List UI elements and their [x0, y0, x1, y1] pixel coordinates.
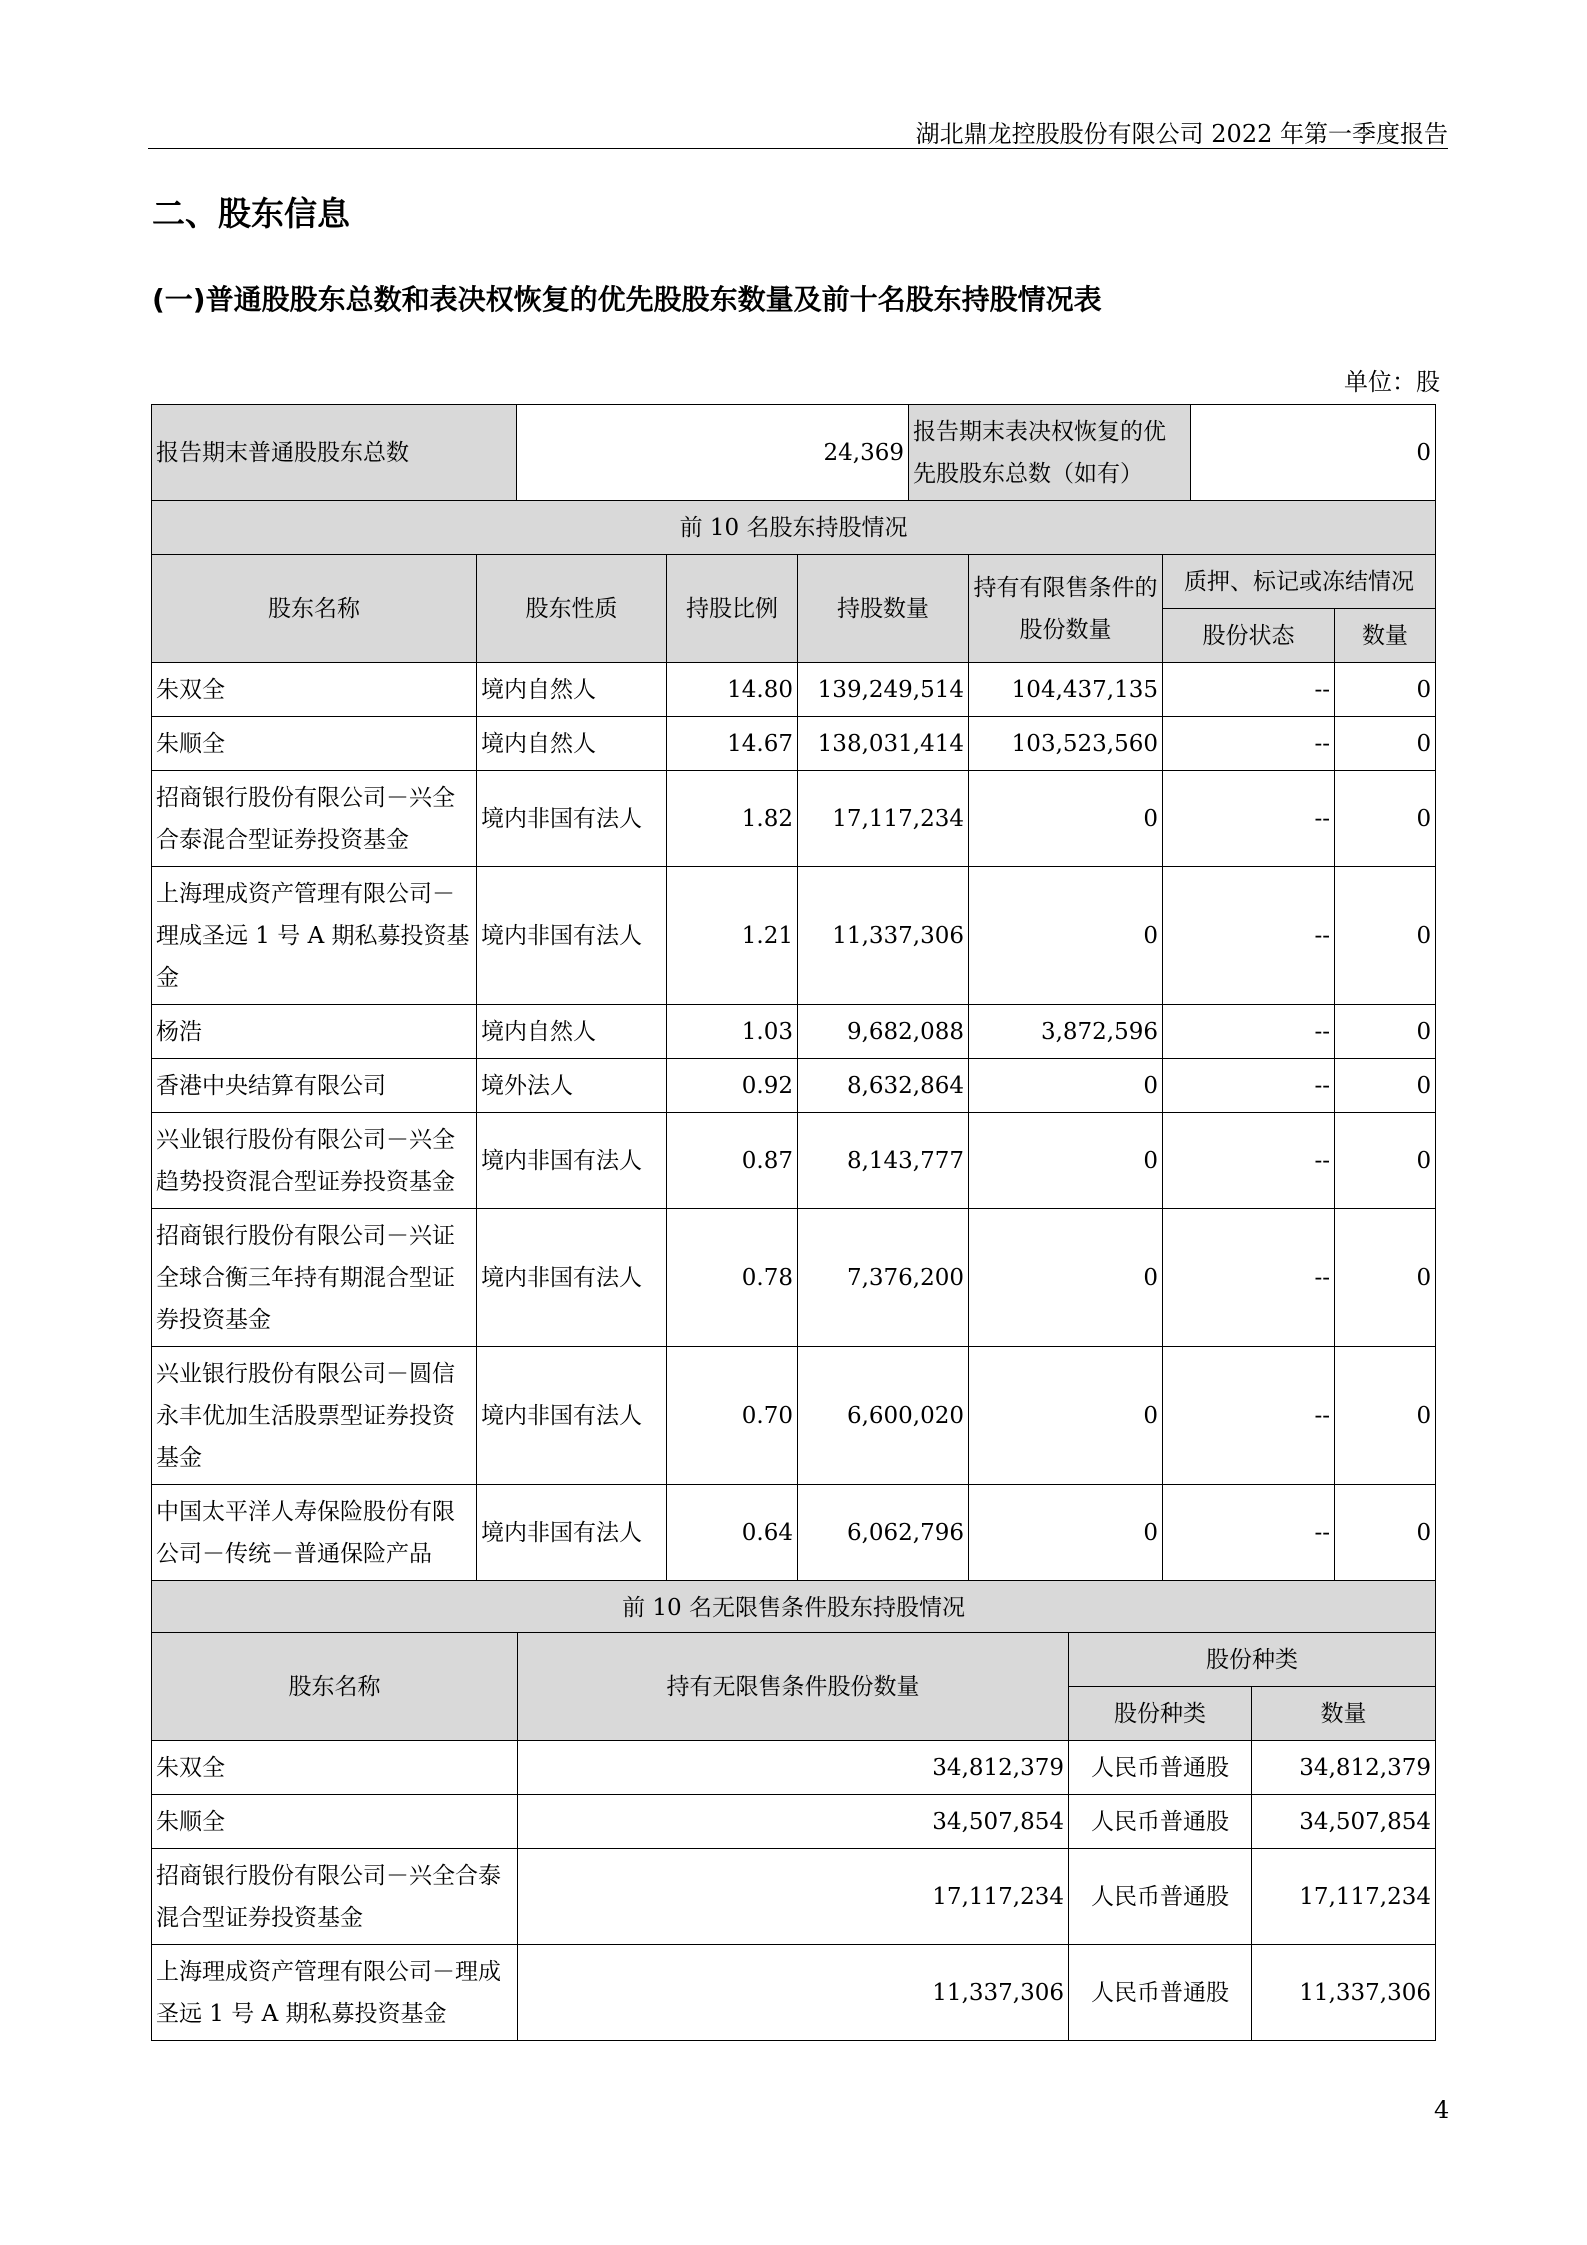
holding-quantity: 6,062,796 [798, 1485, 969, 1581]
shareholder-nature: 境内非国有法人 [477, 1347, 667, 1485]
restricted-quantity: 0 [969, 1485, 1163, 1581]
restricted-quantity: 3,872,596 [969, 1005, 1163, 1059]
share-type: 人民币普通股 [1069, 1741, 1252, 1795]
share-type-quantity: 11,337,306 [1252, 1945, 1436, 2041]
holding-ratio: 0.87 [667, 1113, 798, 1209]
holding-ratio: 0.70 [667, 1347, 798, 1485]
table-row [152, 1005, 1436, 1059]
pledge-status: -- [1163, 1113, 1335, 1209]
pledge-status: -- [1163, 663, 1335, 717]
pledge-status: -- [1163, 1059, 1335, 1113]
holding-ratio: 14.80 [667, 663, 798, 717]
table-row [152, 1741, 1436, 1795]
restricted-quantity: 0 [969, 1347, 1163, 1485]
shareholder-name: 中国太平洋人寿保险股份有限公司－传统－普通保险产品 [152, 1485, 477, 1581]
shareholder-name: 上海理成资产管理有限公司－理成圣远 1 号 A 期私募投资基金 [152, 867, 477, 1005]
shareholder-nature: 境内非国有法人 [477, 1485, 667, 1581]
u-col-header-type-group: 股份种类 [1069, 1633, 1436, 1687]
table-row [152, 1347, 1436, 1485]
pledge-quantity: 0 [1335, 1485, 1436, 1581]
holding-quantity: 11,337,306 [798, 867, 969, 1005]
pledge-quantity: 0 [1335, 771, 1436, 867]
total-shareholders-label: 报告期末普通股股东总数 [152, 405, 517, 501]
holding-quantity: 8,143,777 [798, 1113, 969, 1209]
pledge-status: -- [1163, 1005, 1335, 1059]
table-row [152, 1113, 1436, 1209]
pledge-status: -- [1163, 1485, 1335, 1581]
holding-ratio: 1.03 [667, 1005, 798, 1059]
col-header-pledge-qty: 数量 [1335, 609, 1436, 663]
col-header-quantity: 持股数量 [798, 555, 969, 663]
summary-table [151, 404, 1436, 501]
holding-ratio: 0.64 [667, 1485, 798, 1581]
section-title: 二、股东信息 [152, 194, 350, 233]
unrestricted-section [152, 1581, 1436, 1635]
table-row [152, 1209, 1436, 1347]
shareholder-nature: 境内非国有法人 [477, 1113, 667, 1209]
col-header-restricted: 持有有限售条件的股份数量 [969, 555, 1163, 663]
top10-rows [152, 663, 1436, 1581]
unrestricted-quantity: 34,812,379 [518, 1741, 1069, 1795]
shareholder-nature: 境内自然人 [477, 663, 667, 717]
pledge-status: -- [1163, 717, 1335, 771]
pledge-status: -- [1163, 867, 1335, 1005]
pledge-quantity: 0 [1335, 1005, 1436, 1059]
pledge-status: -- [1163, 771, 1335, 867]
holding-quantity: 138,031,414 [798, 717, 969, 771]
col-header-nature: 股东性质 [477, 555, 667, 663]
pref-shareholders-label: 报告期末表决权恢复的优先股股东总数（如有） [909, 405, 1191, 501]
table-row [152, 663, 1436, 717]
pledge-quantity: 0 [1335, 867, 1436, 1005]
unrestricted-section-label: 前 10 名无限售条件股东持股情况 [152, 1581, 1436, 1635]
share-type: 人民币普通股 [1069, 1849, 1252, 1945]
page-number: 4 [1434, 2096, 1450, 2124]
share-type: 人民币普通股 [1069, 1795, 1252, 1849]
shareholder-name: 招商银行股份有限公司－兴全合泰混合型证券投资基金 [152, 771, 477, 867]
holding-quantity: 17,117,234 [798, 771, 969, 867]
holding-ratio: 0.78 [667, 1209, 798, 1347]
shareholder-nature: 境内自然人 [477, 1005, 667, 1059]
shareholder-name: 朱顺全 [152, 717, 477, 771]
unrestricted-table [151, 1632, 1436, 2041]
restricted-quantity: 0 [969, 1059, 1163, 1113]
table-row [152, 1059, 1436, 1113]
shareholder-nature: 境内非国有法人 [477, 1209, 667, 1347]
shareholder-name: 兴业银行股份有限公司－兴全趋势投资混合型证券投资基金 [152, 1113, 477, 1209]
restricted-quantity: 104,437,135 [969, 663, 1163, 717]
shareholder-name: 兴业银行股份有限公司－圆信永丰优加生活股票型证券投资基金 [152, 1347, 477, 1485]
holding-quantity: 9,682,088 [798, 1005, 969, 1059]
report-title: 湖北鼎龙控股股份有限公司 2022 年第一季度报告 [915, 120, 1448, 148]
unrestricted-quantity: 11,337,306 [518, 1945, 1069, 2041]
pledge-quantity: 0 [1335, 1209, 1436, 1347]
unrestricted-rows [152, 1741, 1436, 2041]
u-col-header-type-qty: 数量 [1252, 1687, 1436, 1741]
top10-header [152, 501, 1436, 663]
shareholder-name: 招商银行股份有限公司－兴证全球合衡三年持有期混合型证券投资基金 [152, 1209, 477, 1347]
table-row [152, 1485, 1436, 1581]
shareholder-nature: 境内非国有法人 [477, 867, 667, 1005]
shareholder-name: 香港中央结算有限公司 [152, 1059, 477, 1113]
unit-label: 单位：股 [1344, 368, 1440, 396]
unrestricted-quantity: 17,117,234 [518, 1849, 1069, 1945]
table-row [152, 717, 1436, 771]
holding-ratio: 1.82 [667, 771, 798, 867]
pledge-quantity: 0 [1335, 1113, 1436, 1209]
table-row [152, 1945, 1436, 2041]
u-col-header-quantity: 持有无限售条件股份数量 [518, 1633, 1069, 1741]
holding-quantity: 139,249,514 [798, 663, 969, 717]
holding-ratio: 0.92 [667, 1059, 798, 1113]
share-type-quantity: 17,117,234 [1252, 1849, 1436, 1945]
holding-ratio: 14.67 [667, 717, 798, 771]
total-shareholders-value: 24,369 [517, 405, 909, 501]
shareholder-name: 招商银行股份有限公司－兴全合泰混合型证券投资基金 [152, 1849, 518, 1945]
shareholder-name: 朱顺全 [152, 1795, 518, 1849]
pledge-status: -- [1163, 1347, 1335, 1485]
holding-quantity: 7,376,200 [798, 1209, 969, 1347]
shareholder-name: 杨浩 [152, 1005, 477, 1059]
table-row [152, 1795, 1436, 1849]
table-row [152, 1849, 1436, 1945]
u-col-header-name: 股东名称 [152, 1633, 518, 1741]
pledge-quantity: 0 [1335, 717, 1436, 771]
col-header-pledge-status: 股份状态 [1163, 609, 1335, 663]
shareholder-nature: 境内自然人 [477, 717, 667, 771]
share-type-quantity: 34,507,854 [1252, 1795, 1436, 1849]
subsection-title: (一)普通股股东总数和表决权恢复的优先股股东数量及前十名股东持股情况表 [152, 283, 1102, 316]
holding-ratio: 1.21 [667, 867, 798, 1005]
shareholder-name: 朱双全 [152, 1741, 518, 1795]
unrestricted-header [152, 1633, 1436, 1741]
top10-table [151, 500, 1436, 1635]
share-type: 人民币普通股 [1069, 1945, 1252, 2041]
pledge-status: -- [1163, 1209, 1335, 1347]
pledge-quantity: 0 [1335, 1059, 1436, 1113]
col-header-name: 股东名称 [152, 555, 477, 663]
unrestricted-quantity: 34,507,854 [518, 1795, 1069, 1849]
u-col-header-type: 股份种类 [1069, 1687, 1252, 1741]
table-row [152, 867, 1436, 1005]
shareholder-name: 上海理成资产管理有限公司－理成圣远 1 号 A 期私募投资基金 [152, 1945, 518, 2041]
pledge-quantity: 0 [1335, 1347, 1436, 1485]
shareholder-nature: 境内非国有法人 [477, 771, 667, 867]
table-row [152, 771, 1436, 867]
col-header-pledge-group: 质押、标记或冻结情况 [1163, 555, 1436, 609]
holding-quantity: 8,632,864 [798, 1059, 969, 1113]
share-type-quantity: 34,812,379 [1252, 1741, 1436, 1795]
restricted-quantity: 103,523,560 [969, 717, 1163, 771]
pref-shareholders-value: 0 [1191, 405, 1436, 501]
shareholder-name: 朱双全 [152, 663, 477, 717]
shareholder-nature: 境外法人 [477, 1059, 667, 1113]
pledge-quantity: 0 [1335, 663, 1436, 717]
page-header [148, 110, 1448, 149]
restricted-quantity: 0 [969, 1209, 1163, 1347]
col-header-ratio: 持股比例 [667, 555, 798, 663]
restricted-quantity: 0 [969, 771, 1163, 867]
top10-section-label: 前 10 名股东持股情况 [152, 501, 1436, 555]
holding-quantity: 6,600,020 [798, 1347, 969, 1485]
restricted-quantity: 0 [969, 1113, 1163, 1209]
restricted-quantity: 0 [969, 867, 1163, 1005]
